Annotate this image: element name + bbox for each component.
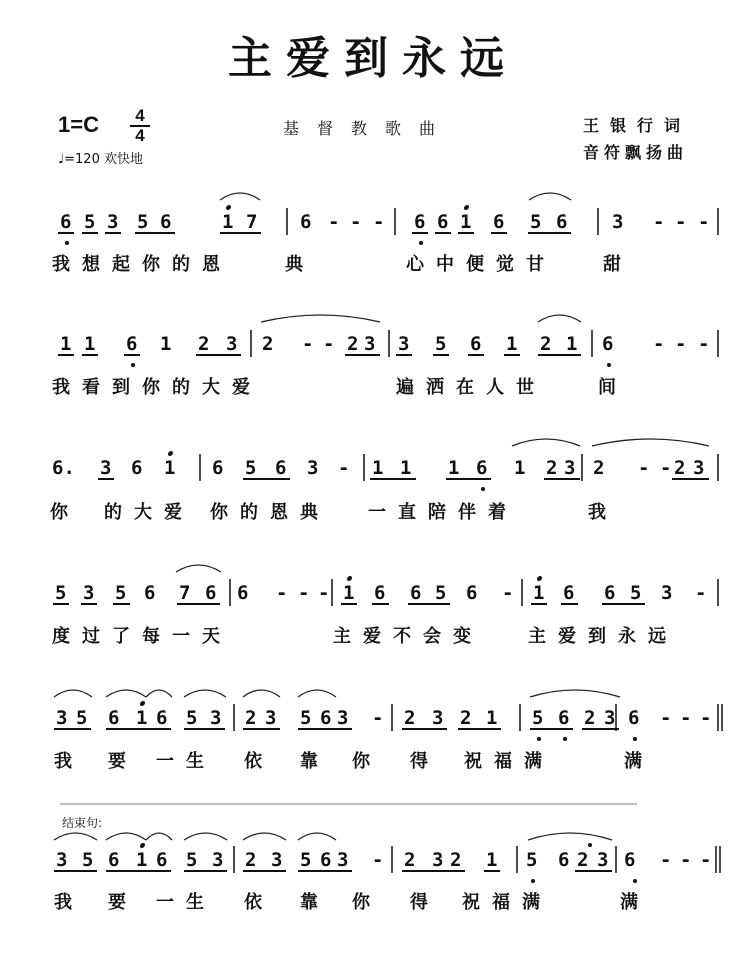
note-digit: 3 (210, 707, 222, 729)
lyric-text: 一直陪伴着 (368, 502, 518, 523)
lyric-text: 我 (54, 892, 84, 913)
note-digit: 3 (56, 849, 68, 871)
note-dash: - (660, 457, 672, 479)
lyric-text: 心中便觉甘 (406, 254, 556, 275)
note-dash: - (276, 582, 288, 604)
lyric-text: 甜 (603, 254, 633, 275)
note-digit: 2 (577, 849, 589, 871)
lyric-text: 依 (244, 892, 274, 913)
lyric-text: 一生 (156, 892, 216, 913)
note-digit: 2 (245, 849, 257, 871)
note-digit: 1 (460, 211, 472, 233)
low-octave-dot (607, 363, 611, 367)
note-dash: - (680, 707, 692, 729)
lyric-text: 典 (285, 254, 315, 275)
lyric-text: 我想起你的恩 (52, 254, 232, 275)
note-digit: 5 (186, 707, 198, 729)
tie-arc (592, 439, 709, 446)
note-digit: 6 (205, 582, 217, 604)
note-digit: 3 (337, 849, 349, 871)
note-digit: 1 (343, 582, 355, 604)
note-dash: - (653, 333, 665, 355)
note-digit: 5 (435, 582, 447, 604)
lyric-text: 天 (202, 626, 232, 647)
high-octave-dot (348, 576, 352, 580)
note-digit: 5 (186, 849, 198, 871)
note-digit: 1 (60, 333, 72, 355)
note-dash: - (695, 582, 707, 604)
note-digit: 5 (76, 707, 88, 729)
lyric-text: 得 (410, 892, 440, 913)
lyric-text: 主爱不会变 (333, 626, 483, 647)
note-digit: 3 (597, 849, 609, 871)
note-digit: 1 (160, 333, 172, 355)
lyric-text: 一生 (156, 751, 216, 772)
note-digit: 6 (558, 849, 570, 871)
note-digit: 5 (115, 582, 127, 604)
note-dash: - (680, 849, 692, 871)
lyric-text: 你 (352, 892, 382, 913)
high-octave-dot (588, 843, 592, 847)
note-digit: 1 (514, 457, 526, 479)
note-digit: 6 (414, 211, 426, 233)
note-digit: 6 (624, 849, 636, 871)
lyric-text: 你 (50, 502, 80, 523)
low-octave-dot (531, 879, 535, 883)
lyric-text: 你的恩典 (210, 502, 330, 523)
tie-arc (530, 690, 620, 697)
tie-arc (528, 833, 612, 840)
tie-arc (538, 315, 581, 322)
note-dash: - (698, 333, 710, 355)
note-digit: 3 (100, 457, 112, 479)
tie-arc (54, 690, 92, 697)
note-digit: 6 (108, 707, 120, 729)
lyric-text: 你 (352, 751, 382, 772)
note-digit: 5 (526, 849, 538, 871)
note-dash: - (675, 333, 687, 355)
note-dash: - (372, 849, 384, 871)
note-digit: 5 (82, 849, 94, 871)
lyric-text: 靠 (300, 751, 330, 772)
note-digit: 1 (486, 849, 498, 871)
note-digit: 2 (546, 457, 558, 479)
tie-arc (146, 833, 172, 840)
note-digit: 3 (212, 849, 224, 871)
note-digit: 6 (131, 457, 143, 479)
tie-arc (243, 690, 280, 697)
note-digit: 3 (83, 582, 95, 604)
note-dash: - (372, 707, 384, 729)
note-digit: 6 (156, 707, 168, 729)
note-digit: 3 (107, 211, 119, 233)
note-dash: - (373, 211, 385, 233)
composer-credit: 音符飘扬曲 (583, 143, 689, 162)
note-digit: 6 (144, 582, 156, 604)
note-digit: 1 (164, 457, 176, 479)
note-digit: 6 (604, 582, 616, 604)
note-digit: 6 (563, 582, 575, 604)
lyric-text: 得 (410, 751, 440, 772)
note-digit: 3 (56, 707, 68, 729)
tie-arc (106, 833, 146, 840)
note-dash: - (700, 707, 712, 729)
note-digit: 3 (337, 707, 349, 729)
note-digit: 6 (558, 707, 570, 729)
note-digit: 5 (435, 333, 447, 355)
lyric-text: 要 (108, 892, 138, 913)
lyric-text: 的大爱 (104, 502, 194, 523)
note-digit: 2 (347, 333, 359, 355)
tie-arc (184, 833, 227, 840)
note-digit: 1 (222, 211, 234, 233)
tie-arc (106, 690, 146, 697)
note-dash: - (660, 707, 672, 729)
low-octave-dot (65, 241, 69, 245)
note-digit: 2 (460, 707, 472, 729)
note-digit: 6 (300, 211, 312, 233)
lyric-text: 我看到你的大爱 (52, 377, 262, 398)
note-dash: - (502, 582, 514, 604)
note-digit: 6 (556, 211, 568, 233)
note-dash: - (298, 582, 310, 604)
lyric-text: 我 (54, 751, 84, 772)
note-digit: 2 (450, 849, 462, 871)
note-digit: 2 (198, 333, 210, 355)
song-title: 主爱到永远 (228, 33, 518, 84)
note-digit: 3 (661, 582, 673, 604)
lyric-text: 度过了每一 (52, 626, 202, 647)
high-octave-dot (169, 451, 173, 455)
note-digit: 3 (364, 333, 376, 355)
low-octave-dot (131, 363, 135, 367)
note-digit: 1 (372, 457, 384, 479)
note-digit: 6 (60, 211, 72, 233)
tie-arc (220, 193, 260, 200)
high-octave-dot (465, 205, 469, 209)
note-digit: 1 (84, 333, 96, 355)
note-dash: - (700, 849, 712, 871)
low-octave-dot (419, 241, 423, 245)
note-digit: 1 (448, 457, 460, 479)
note-digit: 1 (400, 457, 412, 479)
key-signature: 1=C (58, 112, 99, 137)
high-octave-dot (227, 205, 231, 209)
note-dash: - (350, 211, 362, 233)
note-digit: 3 (612, 211, 624, 233)
note-digit: 6 (212, 457, 224, 479)
note-digit: 6 (493, 211, 505, 233)
lyric-text: 间 (598, 377, 628, 398)
note-digit: 5 (630, 582, 642, 604)
note-digit: 1 (136, 707, 148, 729)
note-digit: 2 (584, 707, 596, 729)
note-digit: 6 (466, 582, 478, 604)
note-digit: 3 (432, 707, 444, 729)
note-digit: 1 (566, 333, 578, 355)
lyric-text: 主爱到永远 (528, 626, 678, 647)
lyric-text: 要 (108, 751, 138, 772)
tie-arc (298, 833, 336, 840)
high-octave-dot (141, 843, 145, 847)
lyricist-credit: 王银行词 (583, 116, 692, 135)
lyric-text: 依 (244, 751, 274, 772)
note-digit: 3 (226, 333, 238, 355)
note-digit: 3 (307, 457, 319, 479)
note-digit: 5 (532, 707, 544, 729)
low-octave-dot (633, 737, 637, 741)
note-digit: 6 (410, 582, 422, 604)
note-digit: 3 (265, 707, 277, 729)
tie-arc (261, 315, 380, 322)
lyric-text: 满 (620, 892, 650, 913)
time-signature-bottom: 4 (135, 126, 145, 145)
note-digit: 1 (506, 333, 518, 355)
note-digit: 3 (604, 707, 616, 729)
tie-arc (184, 690, 226, 697)
high-octave-dot (141, 701, 145, 705)
note-dash: - (323, 333, 335, 355)
lyric-text: 遍洒在人世 (396, 377, 546, 398)
note-dash: - (653, 211, 665, 233)
note-digit: 2 (540, 333, 552, 355)
low-octave-dot (481, 487, 485, 491)
time-signature-top: 4 (135, 106, 145, 125)
note-dash: - (338, 457, 350, 479)
note-dash: - (328, 211, 340, 233)
note-digit: 7 (179, 582, 191, 604)
low-octave-dot (563, 737, 567, 741)
note-digit: 6 (320, 849, 332, 871)
note-dash: - (318, 582, 330, 604)
note-dash: - (660, 849, 672, 871)
tie-arc (243, 833, 286, 840)
note-digit: 6 (275, 457, 287, 479)
genre-label: 基督教歌曲 (283, 119, 454, 138)
note-digit: 6. (52, 457, 75, 479)
note-digit: 6 (160, 211, 172, 233)
note-digit: 2 (674, 457, 686, 479)
note-digit: 6 (126, 333, 138, 355)
note-dash: - (675, 211, 687, 233)
note-digit: 2 (245, 707, 257, 729)
tie-arc (529, 193, 571, 200)
lyric-text: 满 (624, 751, 654, 772)
low-octave-dot (537, 737, 541, 741)
note-digit: 5 (84, 211, 96, 233)
tie-arc (176, 565, 221, 572)
note-digit: 6 (108, 849, 120, 871)
tie-arc (146, 690, 172, 697)
lyric-text: 靠 (300, 892, 330, 913)
high-octave-dot (538, 576, 542, 580)
note-digit: 5 (300, 707, 312, 729)
note-digit: 5 (300, 849, 312, 871)
note-digit: 5 (137, 211, 149, 233)
note-digit: 5 (245, 457, 257, 479)
note-digit: 6 (320, 707, 332, 729)
note-digit: 3 (398, 333, 410, 355)
note-digit: 6 (437, 211, 449, 233)
note-digit: 6 (156, 849, 168, 871)
note-digit: 2 (404, 849, 416, 871)
note-digit: 3 (271, 849, 283, 871)
note-digit: 1 (533, 582, 545, 604)
note-digit: 5 (530, 211, 542, 233)
note-digit: 7 (246, 211, 258, 233)
lyric-text: 我 (588, 502, 618, 523)
note-digit: 3 (693, 457, 705, 479)
note-digit: 6 (374, 582, 386, 604)
note-dash: - (302, 333, 314, 355)
note-digit: 3 (432, 849, 444, 871)
coda-label: 结束句: (62, 816, 103, 830)
note-digit: 6 (470, 333, 482, 355)
note-digit: 1 (136, 849, 148, 871)
tie-arc (298, 690, 336, 697)
lyric-text: 祝福满 (464, 751, 554, 772)
low-octave-dot (633, 879, 637, 883)
note-digit: 1 (486, 707, 498, 729)
tie-arc (512, 439, 580, 446)
note-digit: 2 (593, 457, 605, 479)
tie-arc (54, 833, 97, 840)
note-digit: 2 (404, 707, 416, 729)
note-digit: 2 (262, 333, 274, 355)
note-digit: 3 (564, 457, 576, 479)
note-digit: 6 (476, 457, 488, 479)
note-dash: - (698, 211, 710, 233)
lyric-text: 祝福满 (462, 892, 552, 913)
note-dash: - (638, 457, 650, 479)
tempo-marking: ♩=120 欢快地 (58, 152, 143, 167)
note-digit: 5 (55, 582, 67, 604)
note-digit: 6 (237, 582, 249, 604)
note-digit: 6 (628, 707, 640, 729)
note-digit: 6 (602, 333, 614, 355)
